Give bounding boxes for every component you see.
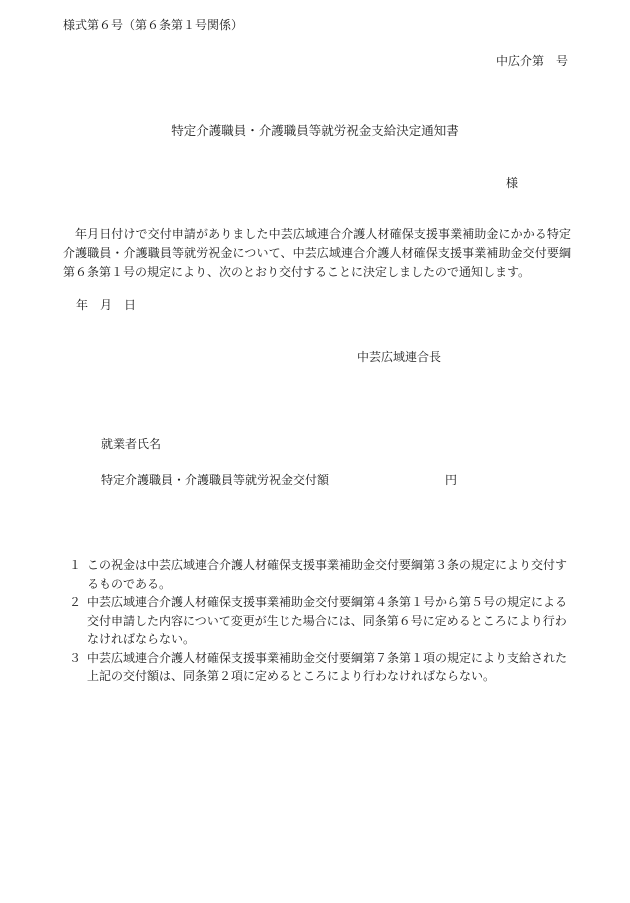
document-title: 特定介護職員・介護職員等就労祝金支給決定通知書 (171, 123, 459, 138)
form-id: 様式第６号（第６条第１号関係） (63, 18, 244, 32)
note-text: この祝金は中芸広域連合介護人材確保支援事業補助金交付要綱第３条の規定により交付するものである。 (87, 558, 568, 591)
worker-name-label: 就業者氏名 (101, 437, 162, 451)
yen-unit: 円 (445, 473, 458, 487)
note-text: 中芸広域連合介護人材確保支援事業補助金交付要綱第７条第１項の規定により支給された上記の交付額は、同条第２項に定めるところにより行わなければならない。 (87, 650, 568, 683)
date-line: 年 月 日 (76, 298, 137, 312)
note-item (63, 649, 573, 686)
note-number: １ (68, 558, 81, 572)
note-item (63, 593, 573, 649)
note-number: ２ (68, 595, 81, 609)
recipient-suffix: 様 (505, 176, 518, 190)
notice-body: 年月日付けで交付申請がありました中芸広域連合介護人材確保支援事業補助金にかかる特定介護職員・介護職員等就労祝金について、中芸広域連合介護人材確保支援事業補助金交付要綱第６条第１号の規定により、次のとおり交付することに決定しましたので通知します。 (63, 227, 571, 279)
note-item (63, 556, 573, 593)
note-text: 中芸広域連合介護人材確保支援事業補助金交付要綱第４条第１号から第５号の規定による交付申請した内容について変更が生じた場合には、同条第６号に定めるところにより行わなければならない。 (87, 595, 568, 646)
notes-list (63, 556, 573, 686)
amount-label: 特定介護職員・介護職員等就労祝金交付額 (101, 473, 330, 487)
issuer: 中芸広域連合長 (357, 350, 442, 364)
note-number: ３ (68, 650, 81, 665)
document-number: 中広介第 号 (495, 54, 568, 68)
